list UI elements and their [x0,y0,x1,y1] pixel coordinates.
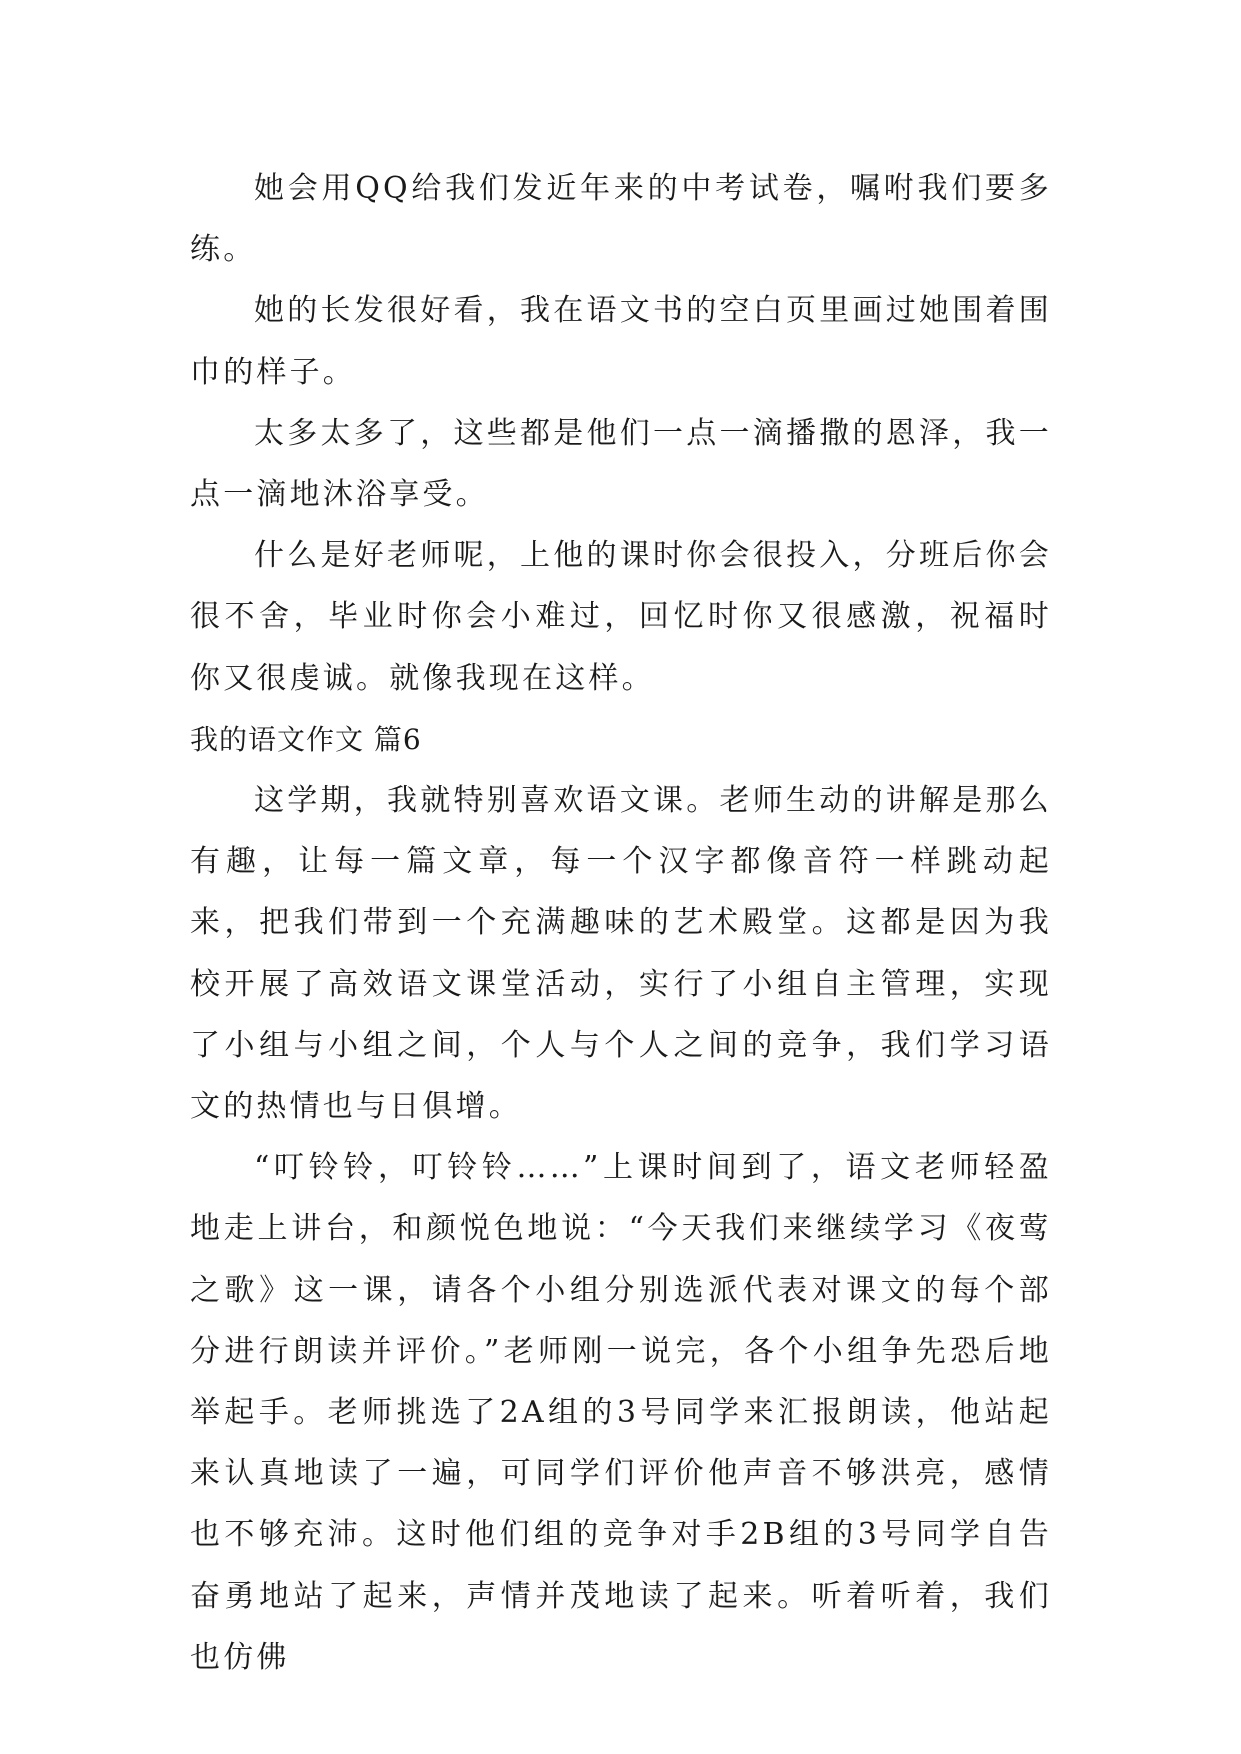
paragraph: 她会用QQ给我们发近年来的中考试卷，嘱咐我们要多练。 [190,171,1052,268]
paragraph: 这学期，我就特别喜欢语文课。老师生动的讲解是那么有趣，让每一篇文章，每一个汉字都像音符一样跳动起来，把我们带到一个充满趣味的艺术殿堂。这都是因为我校开展了高效语文课堂活动，实行了小组自主管理，实现了小组与小组之间，个人与个人之间的竞争，我们学习语文的热情也与日俱增。 [190,783,1052,1125]
document-body [190,158,1052,1688]
paragraph: 什么是好老师呢，上他的课时你会很投入，分班后你会很不舍，毕业时你会小难过，回忆时你又很感激，祝福时你又很虔诚。就像我现在这样。 [190,538,1052,696]
section-heading: 我的语文作文 篇6 [190,722,422,756]
paragraph: 她的长发很好看，我在语文书的空白页里画过她围着围巾的样子。 [190,293,1052,390]
paragraph: “叮铃铃，叮铃铃……”上课时间到了，语文老师轻盈地走上讲台，和颜悦色地说：“今天我们来继续学习《夜莺之歌》这一课，请各个小组分别选派代表对课文的每个部分进行朗读并评价。”老师刚一说完，各个小组争先恐后地举起手。老师挑选了2A组的3号同学来汇报朗读，他站起来认真地读了一遍，可同学们评价他声音不够洪亮，感情也不够充沛。这时他们组的竞争对手2B组的3号同学自告奋勇地站了起来，声情并茂地读了起来。听着听着，我们也仿佛 [190,1150,1052,1675]
paragraph: 太多太多了，这些都是他们一点一滴播撒的恩泽，我一点一滴地沐浴享受。 [190,415,1052,513]
